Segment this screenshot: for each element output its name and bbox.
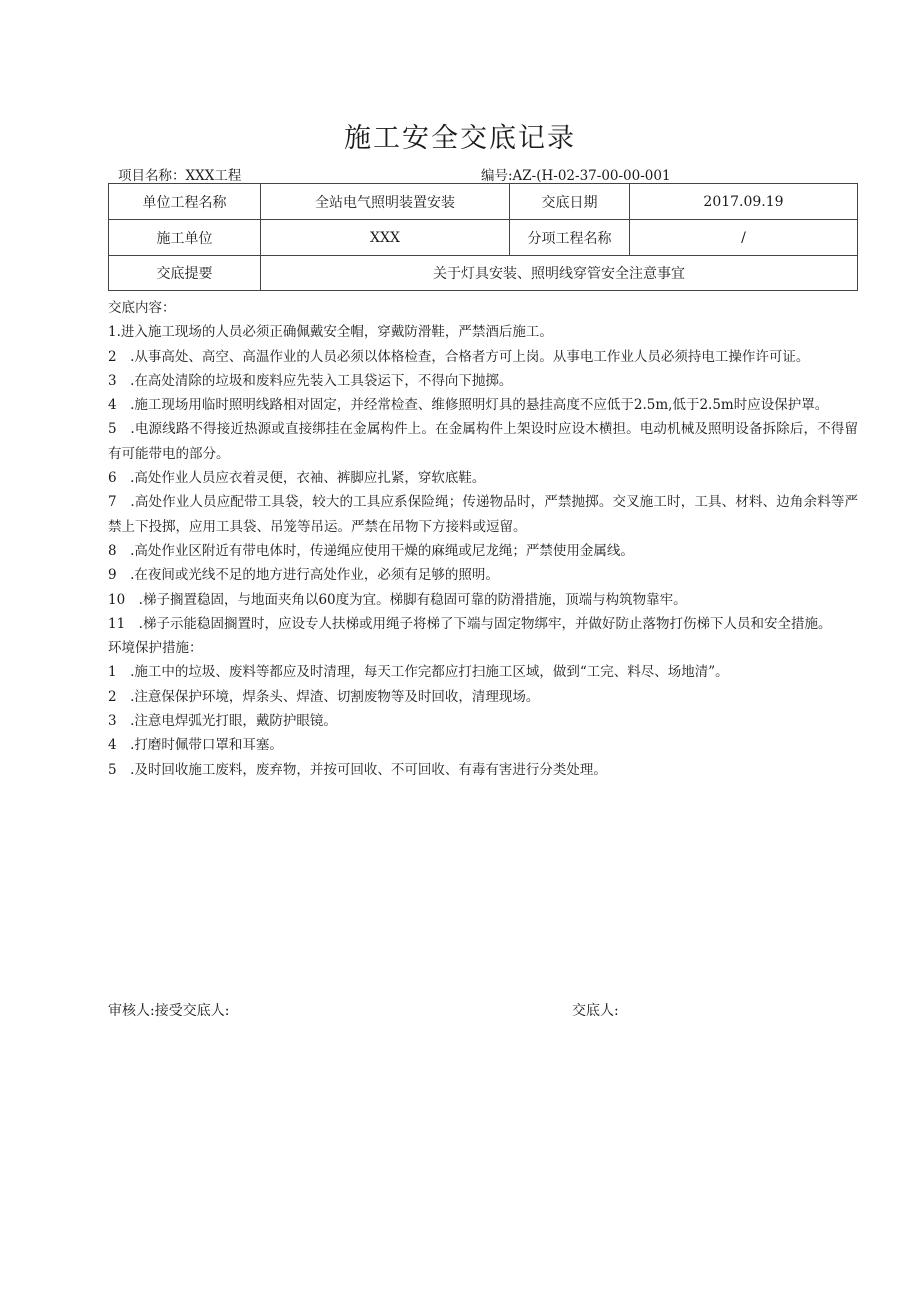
content-item: 4 .施工现场用临时照明线路相对固定，并经常检查、维修照明灯具的悬挂高度不应低于2.5m,低于2.5m时应设保护罩。 bbox=[108, 397, 829, 414]
disclosure-content bbox=[108, 296, 858, 782]
project-name: 项目名称：XXX工程 bbox=[118, 168, 242, 184]
content-item: 8 .高处作业区附近有带电体时，传递绳应使用干燥的麻绳或尼龙绳；严禁使用金属线。 bbox=[108, 542, 634, 559]
summary-value: 关于灯具安装、照明线穿管安全注意事宜 bbox=[261, 256, 858, 291]
content-heading: 交底内容： bbox=[108, 300, 176, 316]
content-item: 10 .梯子搁置稳固，与地面夹角以60度为宜。梯脚有稳固可靠的防滑措施，顶端与构筑物靠牢。 bbox=[108, 591, 687, 608]
construction-unit-value: XXX bbox=[261, 220, 510, 256]
unit-project-name-value: 全站电气照明装置安装 bbox=[261, 184, 510, 220]
unit-project-name-label: 单位工程名称 bbox=[109, 184, 261, 220]
content-item: 9 .在夜间或光线不足的地方进行高处作业，必须有足够的照明。 bbox=[108, 567, 499, 584]
document-code: 编号:AZ-(H-02-37-00-00-001 bbox=[481, 168, 671, 184]
summary-label: 交底提要 bbox=[109, 256, 261, 291]
content-item: 7 .高处作业人员应配带工具袋，较大的工具应系保险绳；传递物品时，严禁抛掷。交叉施工时，工具、材料、边角余料等严禁上下投掷，应用工具袋、吊笼等吊运。严禁在吊物下方接料或逗留。 bbox=[108, 494, 858, 535]
env-item: 2 .注意保保护环境，焊条头、焊渣、切割废物等及时回收，清理现场。 bbox=[108, 688, 540, 705]
env-item: 5 .及时回收施工废料，废弃物，并按可回收、不可回收、有毒有害进行分类处理。 bbox=[108, 761, 607, 778]
table-row bbox=[109, 220, 858, 256]
construction-unit-label: 施工单位 bbox=[109, 220, 261, 256]
sub-project-name-value: / bbox=[630, 220, 858, 256]
content-item: 5 .电源线路不得接近热源或直接绑挂在金属构件上。在金属构件上架设时应设木横担。电动机械及照明设备拆除后，不得留有可能带电的部分。 bbox=[108, 421, 858, 462]
content-item: 2 .从事高处、高空、高温作业的人员必须以体格检查，合格者方可上岗。从事电工作业人员必须持电工操作许可证。 bbox=[108, 348, 810, 365]
reviewer-signature-label: 审核人:接受交底人: bbox=[108, 1003, 230, 1019]
info-table bbox=[108, 183, 858, 291]
env-item: 4 .打磨时佩带口罩和耳塞。 bbox=[108, 737, 283, 754]
env-item: 1 .施工中的垃圾、废料等都应及时清理，每天工作完都应打扫施工区域，做到“工完、料尽、场地清”。 bbox=[108, 664, 729, 681]
content-item: 3 .在高处清除的垃圾和废料应先装入工具袋运下，不得向下抛掷。 bbox=[108, 372, 513, 389]
disclosure-date-label: 交底日期 bbox=[510, 184, 630, 220]
disclosure-date-value: 2017.09.19 bbox=[630, 184, 858, 220]
content-item: 11 .梯子示能稳固搁置时，应设专人扶梯或用绳子将梯了下端与固定物绑牢，并做好防止落物打伤梯下人员和安全措施。 bbox=[108, 615, 832, 632]
content-item: 6 .高处作业人员应衣着灵便，衣袖、裤脚应扎紧，穿软底鞋。 bbox=[108, 470, 486, 487]
table-row bbox=[109, 256, 858, 291]
env-heading: 环境保护措施： bbox=[108, 640, 203, 657]
env-item: 3 .注意电焊弧光打眼，戴防护眼镜。 bbox=[108, 713, 337, 730]
document-title: 施工安全交底记录 bbox=[344, 123, 576, 154]
content-item: 1.进入施工现场的人员必须正确佩戴安全帽，穿戴防滑鞋，严禁酒后施工。 bbox=[108, 324, 553, 341]
table-row bbox=[109, 184, 858, 220]
discloser-signature-label: 交底人: bbox=[572, 1003, 619, 1019]
sub-project-name-label: 分项工程名称 bbox=[510, 220, 630, 256]
